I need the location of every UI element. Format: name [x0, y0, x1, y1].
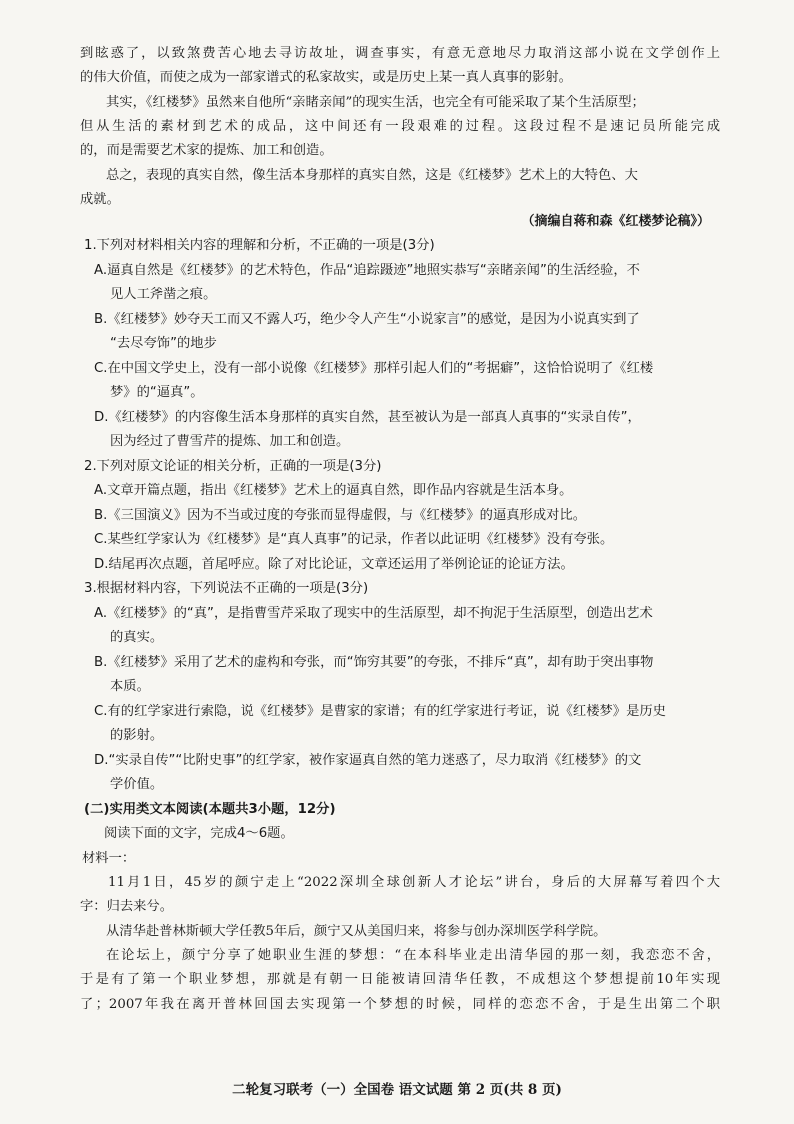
passage-line: 的，而是需要艺术家的提炼、加工和创造。: [80, 143, 333, 158]
question-1-stem: 1.下列对材料相关内容的理解和分析，不正确的一项是(3分): [84, 238, 435, 253]
q3-option-line: 学价值。: [110, 777, 164, 792]
question-2-stem: 2.下列对原文论证的相关分析，正确的一项是(3分): [84, 459, 382, 474]
q3-option-line: 本质。: [110, 679, 150, 694]
material-line: 11月1日，45岁的颜宁走上“2022深圳全球创新人才论坛”讲台，身后的大屏幕写着四个大: [108, 875, 720, 890]
q1-option-line: A.逼真自然是《红楼梦》的艺术特色，作品“追踪蹑迹”地照实恭写“亲睹亲闻”的生活经验，不: [94, 263, 640, 278]
q3-option-line: B.《红楼梦》采用了艺术的虚构和夸张，而“饰穷其要”的夸张，不排斥“真”，却有助于突出事物: [94, 655, 654, 670]
q1-option-line: B.《红楼梦》妙夺天工而又不露人巧，绝少令人产生“小说家言”的感觉，是因为小说真实到了: [94, 312, 640, 327]
q1-option-line: 因为经过了曹雪芹的提炼、加工和创造。: [110, 434, 350, 449]
passage-source: （摘编自蒋和森《红楼梦论稿》）: [521, 214, 710, 229]
q2-option-line: A.文章开篇点题，指出《红楼梦》艺术上的逼真自然，即作品内容就是生活本身。: [94, 483, 573, 498]
q1-option-line: D.《红楼梦》的内容像生活本身那样的真实自然，甚至被认为是一部真人真事的“实录自传”，: [94, 410, 641, 425]
passage-line: 其实，《红楼梦》虽然来自他所“亲睹亲闻”的现实生活，也完全有可能采取了某个生活原型；: [106, 95, 645, 110]
material-line: 了；2007年我在离开普林回国去实现第一个梦想的时候，同样的恋恋不舍，于是生出第二个职: [80, 997, 720, 1012]
q3-option-line: C.有的红学家进行索隐，说《红楼梦》是曹家的家谱；有的红学家进行考证，说《红楼梦》是历史: [94, 704, 666, 719]
material-line: 从清华赴普林斯顿大学任教5年后，颜宁又从美国归来，将参与创办深圳医学科学院。: [106, 924, 607, 939]
passage-line: 总之，表现的真实自然，像生活本身那样的真实自然，这是《红楼梦》艺术上的大特色、大: [106, 168, 638, 183]
q1-option-line: 梦》的“逼真”。: [110, 385, 204, 400]
q2-option-line: D.结尾再次点题，首尾呼应。除了对比论证，文章还运用了举例论证的论证方法。: [94, 557, 574, 572]
q3-option-line: A.《红楼梦》的“真”，是指曹雪芹采取了现实中的生活原型，却不拘泥于生活原型，创造出艺术: [94, 606, 653, 621]
question-3-stem: 3.根据材料内容，下列说法不正确的一项是(3分): [84, 581, 369, 596]
q2-option-line: C.某些红学家认为《红楼梦》是“真人真事”的记录，作者以此证明《红楼梦》没有夸张。: [94, 532, 614, 547]
material-line: 字：归去来兮。: [80, 899, 174, 914]
material-line: 于是有了第一个职业梦想，那就是有朝一日能被请回清华任教，不成想这个梦想提前10年实现: [80, 972, 720, 987]
material-line: 在论坛上，颜宁分享了她职业生涯的梦想：“在本科毕业走出清华园的那一刻，我恋恋不舍，: [106, 948, 720, 963]
q1-option-line: 见人工斧凿之痕。: [110, 287, 217, 302]
material-label: 材料一：: [82, 851, 136, 866]
passage-line: 到眩惑了，以致煞费苦心地去寻访故址，调查事实，有意无意地尽力取消这部小说在文学创作上: [80, 46, 720, 61]
q3-option-line: 的影射。: [110, 728, 164, 743]
page-footer: 二轮复习联考（一）全国卷 语文试题 第 2 页(共 8 页): [232, 1082, 562, 1098]
q1-option-line: C.在中国文学史上，没有一部小说像《红楼梦》那样引起人们的“考据癖”，这恰恰说明了《红楼: [94, 361, 654, 376]
passage-line: 成就。: [80, 192, 120, 207]
q1-option-line: “去尽夸饰”的地步: [110, 336, 217, 351]
section-2-heading: (二)实用类文本阅读(本题共3小题，12分): [84, 802, 336, 817]
q3-option-line: 的真实。: [110, 630, 164, 645]
passage-line: 但从生活的素材到艺术的成品，这中间还有一段艰难的过程。这段过程不是速记员所能完成: [80, 119, 720, 134]
q3-option-line: D.“实录自传”“比附史事”的红学家，被作家逼真自然的笔力迷惑了，尽力取消《红楼梦》的文: [94, 753, 642, 768]
passage-line: 的伟大价值，而使之成为一部家谱式的私家故实，或是历史上某一真人真事的影射。: [80, 70, 572, 85]
q2-option-line: B.《三国演义》因为不当或过度的夸张而显得虚假，与《红楼梦》的逼真形成对比。: [94, 508, 587, 523]
section-2-instruction: 阅读下面的文字，完成4～6题。: [104, 826, 294, 841]
